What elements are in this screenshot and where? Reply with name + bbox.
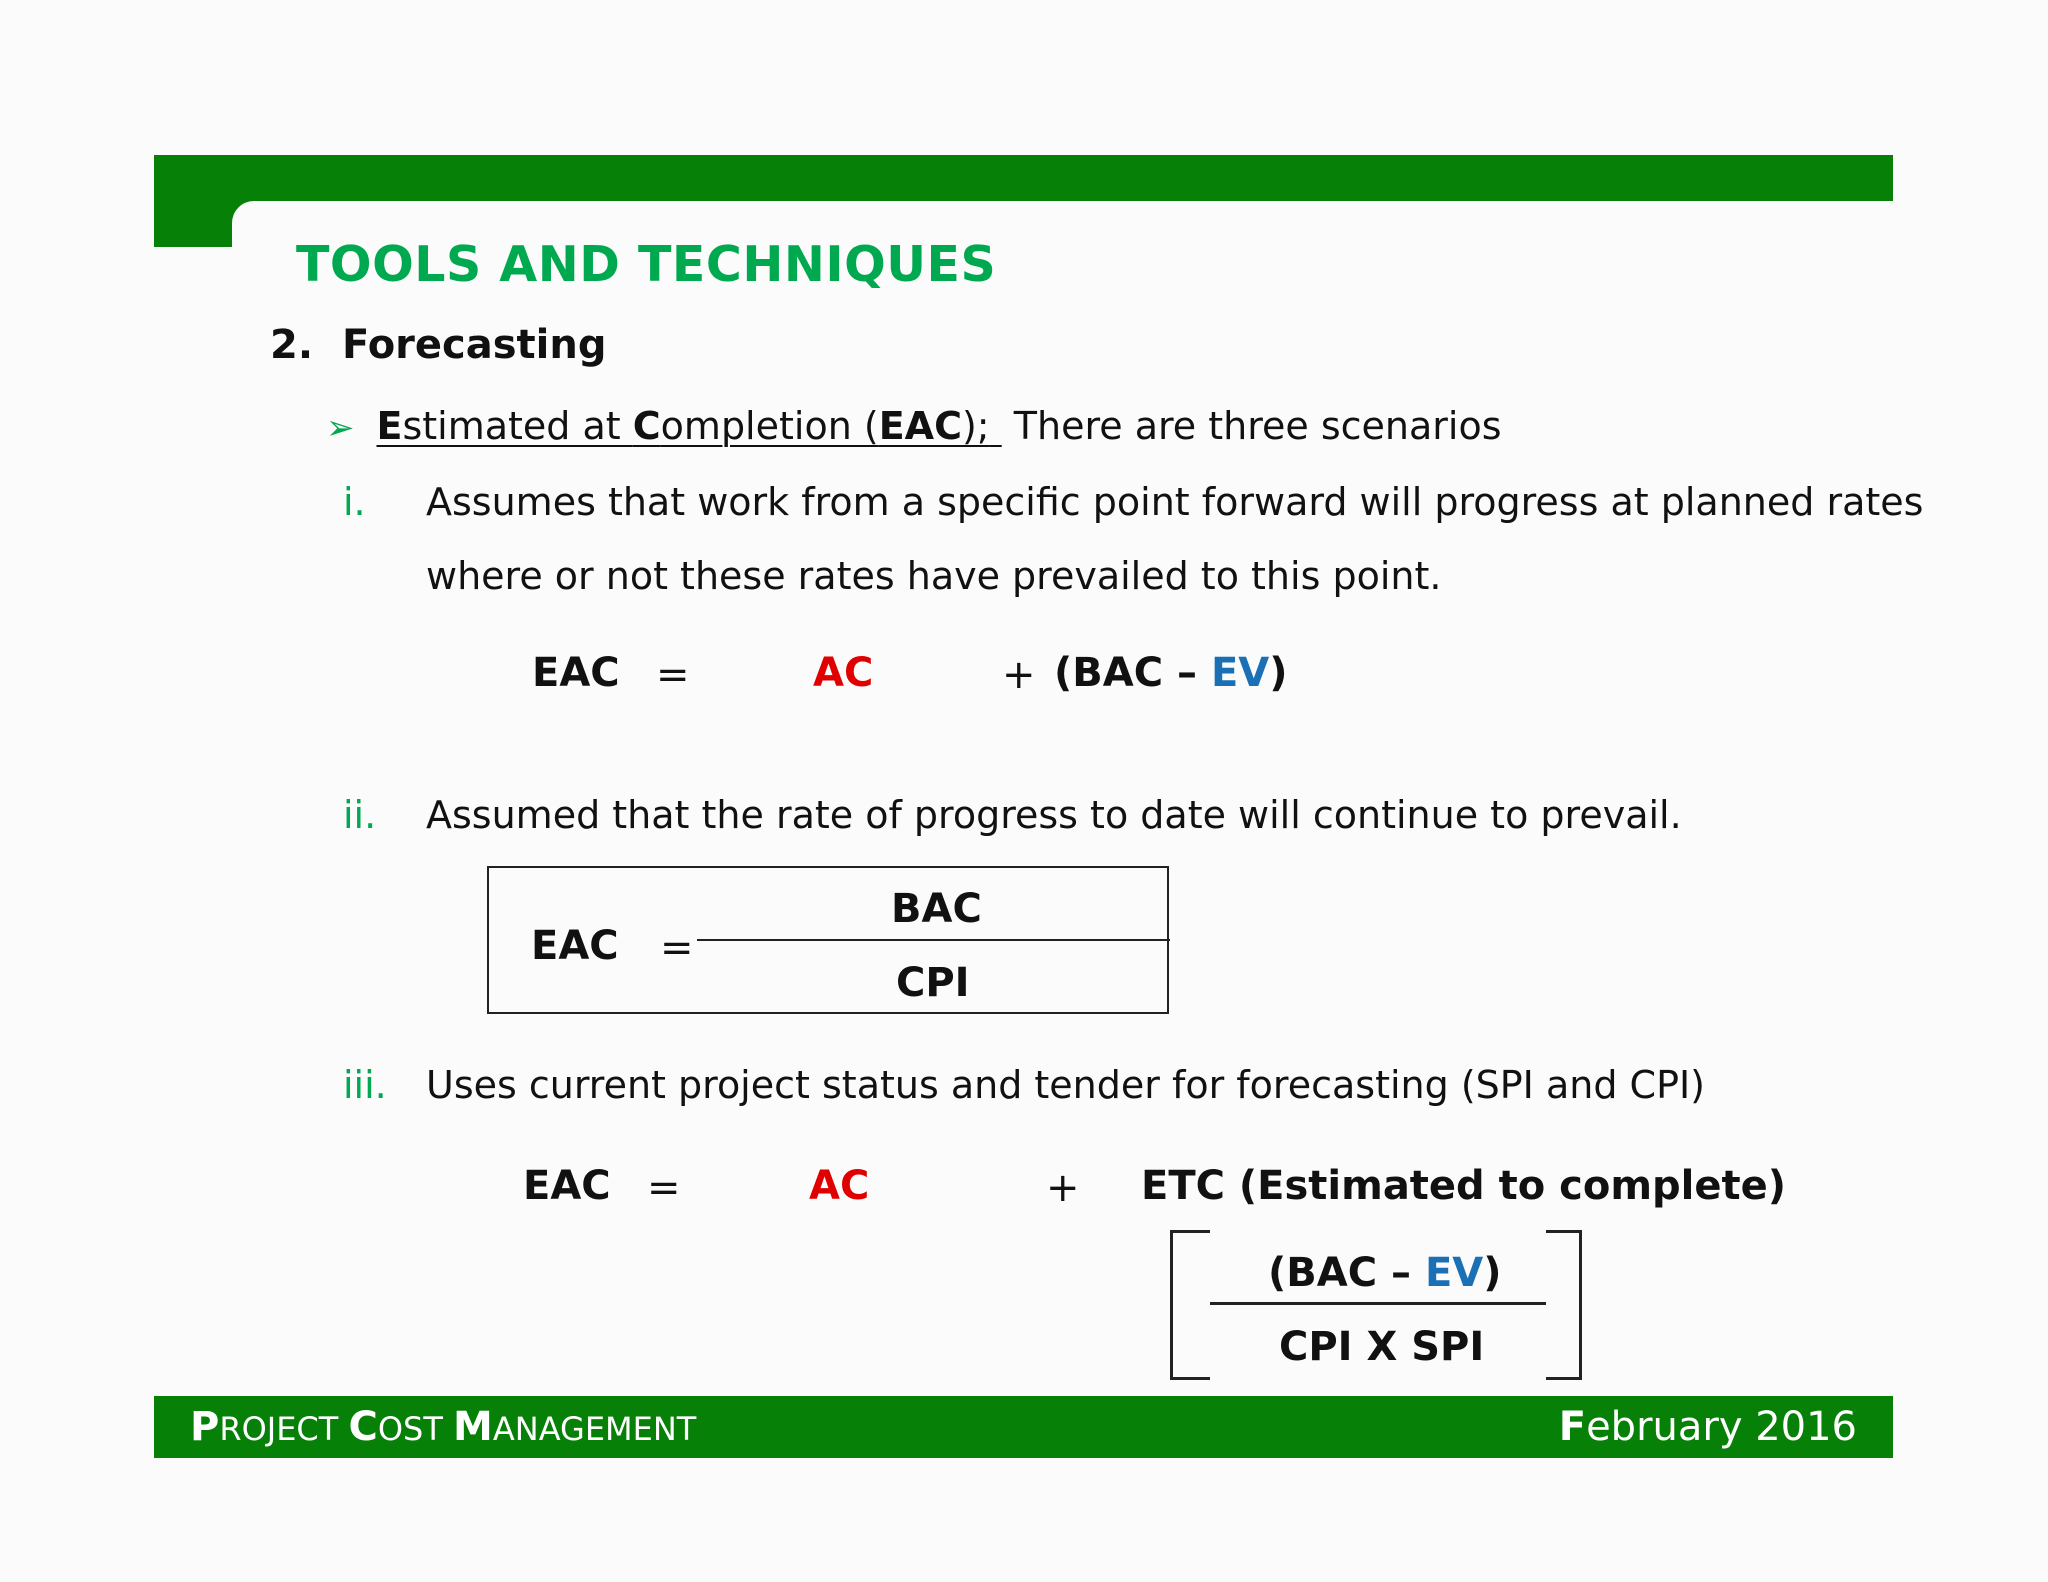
formula2-fraction-bar <box>697 939 1170 941</box>
formula3-lhs: EAC <box>523 1163 611 1209</box>
item-i-text-line1: Assumes that work from a specific point forward will progress at planned rates <box>426 480 1924 524</box>
formula1-lhs: EAC <box>532 650 620 696</box>
formula3-etc: ETC (Estimated to complete) <box>1141 1163 1787 1209</box>
left-bracket <box>1170 1230 1210 1380</box>
header-bar <box>154 155 1893 201</box>
slide-title: TOOLS AND TECHNIQUES <box>296 236 997 293</box>
right-bracket <box>1546 1230 1582 1380</box>
item-ii-marker: ii. <box>343 793 377 837</box>
header-corner-block <box>154 155 234 247</box>
eac-bullet-text: There are three scenarios <box>1001 404 1502 448</box>
formula3-fraction-bar <box>1210 1302 1546 1305</box>
footer-date: February 2016 <box>1558 1404 1857 1450</box>
footer-bar <box>154 1396 1893 1458</box>
formula1-plus: + <box>1002 652 1036 698</box>
formula3-denominator: CPI X SPI <box>1279 1324 1485 1370</box>
item-iii-marker: iii. <box>343 1063 387 1107</box>
formula3-plus: + <box>1046 1165 1080 1211</box>
eac-term: Estimated at Completion (EAC); <box>376 404 990 448</box>
item-ii-text: Assumed that the rate of progress to date will continue to prevail. <box>426 793 1682 837</box>
formula2-equals: = <box>660 925 694 971</box>
item-i-marker: i. <box>343 480 366 524</box>
formula1-rhs: (BAC – EV) <box>1054 650 1288 696</box>
item-iii-text: Uses current project status and tender for forecasting (SPI and CPI) <box>426 1063 1706 1107</box>
formula2-denominator: CPI <box>896 960 970 1006</box>
formula1-equals: = <box>656 652 690 698</box>
formula2-numerator: BAC <box>891 886 982 932</box>
formula3-ac: AC <box>809 1163 870 1209</box>
arrow-bullet-icon: ➢ <box>326 408 355 448</box>
section-label: Forecasting <box>342 322 607 368</box>
item-i-text-line2: where or not these rates have prevailed to this point. <box>426 554 1442 598</box>
footer-course-title: PROJECT COST MANAGEMENT <box>190 1404 697 1450</box>
formula3-numerator: (BAC – EV) <box>1268 1250 1502 1296</box>
formula1-ac: AC <box>813 650 874 696</box>
section-heading <box>270 322 607 368</box>
section-number: 2. <box>270 322 314 368</box>
eac-bullet <box>326 404 1502 448</box>
formula2-lhs: EAC <box>531 923 619 969</box>
formula3-equals: = <box>647 1165 681 1211</box>
